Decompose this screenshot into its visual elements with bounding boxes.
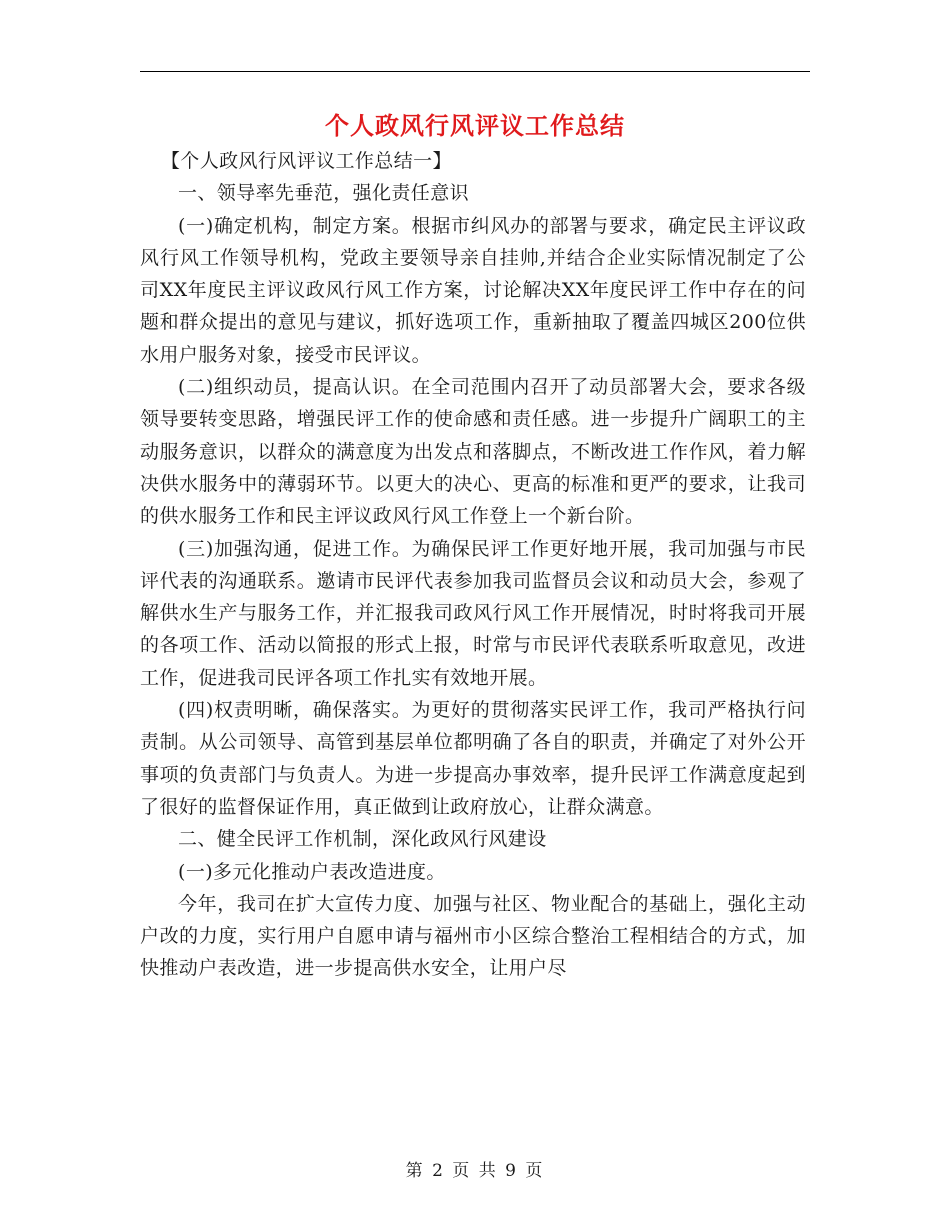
subheading-mechanism: 二、健全民评工作机制，深化政风行风建设 <box>178 828 547 851</box>
section-heading-one: 【个人政风行风评议工作总结一】 <box>160 150 452 172</box>
document-body <box>140 145 806 985</box>
document-title: 个人政风行风评议工作总结 <box>325 112 625 140</box>
paragraph-establish-organization: (一)确定机构，制定方案。根据市纠风办的部署与要求，确定民主评议政风行风工作领导机构，党政主要领导亲自挂帅,并结合企业实际情况制定了公司XX年度民主评议政风行风工作方案，讨论解决XX年度民评工作中存在的问题和群众提出的意见与建议，抓好选项工作，重新抽取了覆盖四城区200位供水用户服务对象，接受市民评议。 <box>140 214 806 366</box>
header-rule <box>140 71 810 72</box>
subheading-meter-reform: (一)多元化推动户表改造进度。 <box>178 860 446 883</box>
paragraph-mobilization: (二)组织动员，提高认识。在全司范围内召开了动员部署大会，要求各级领导要转变思路，增强民评工作的使命感和责任感。进一步提升广阔职工的主动服务意识，以群众的满意度为出发点和落脚点，不断改进工作作风，着力解决供水服务中的薄弱环节。以更大的决心、更高的标准和更严的要求，让我司的供水服务工作和民主评议政风行风工作登上一个新台阶。 <box>140 376 806 528</box>
paragraph-responsibility: (四)权责明晰，确保落实。为更好的贯彻落实民评工作，我司严格执行问责制。从公司领导、高管到基层单位都明确了各自的职责，并确定了对外公开事项的负责部门与负责人。为进一步提高办事效率，提升民评工作满意度起到了很好的监督保证作用，真正做到让政府放心，让群众满意。 <box>140 699 806 818</box>
paragraph-this-year: 今年，我司在扩大宣传力度、加强与社区、物业配合的基础上，强化主动户改的力度，实行用户自愿申请与福州市小区综合整治工程相结合的方式，加快推动户表改造，进一步提高供水安全，让用户尽 <box>140 892 806 980</box>
page-number-footer: 第 2 页 共 9 页 <box>405 1161 545 1181</box>
paragraph-communication: (三)加强沟通，促进工作。为确保民评工作更好地开展，我司加强与市民评代表的沟通联系。邀请市民评代表参加我司监督员会议和动员大会，参观了解供水生产与服务工作，并汇报我司政风行风工作开展情况，时时将我司开展的各项工作、活动以简报的形式上报，时常与市民评代表联系听取意见，改进工作，促进我司民评各项工作扎实有效地开展。 <box>140 537 806 689</box>
subheading-leadership: 一、领导率先垂范，强化责任意识 <box>178 182 470 205</box>
